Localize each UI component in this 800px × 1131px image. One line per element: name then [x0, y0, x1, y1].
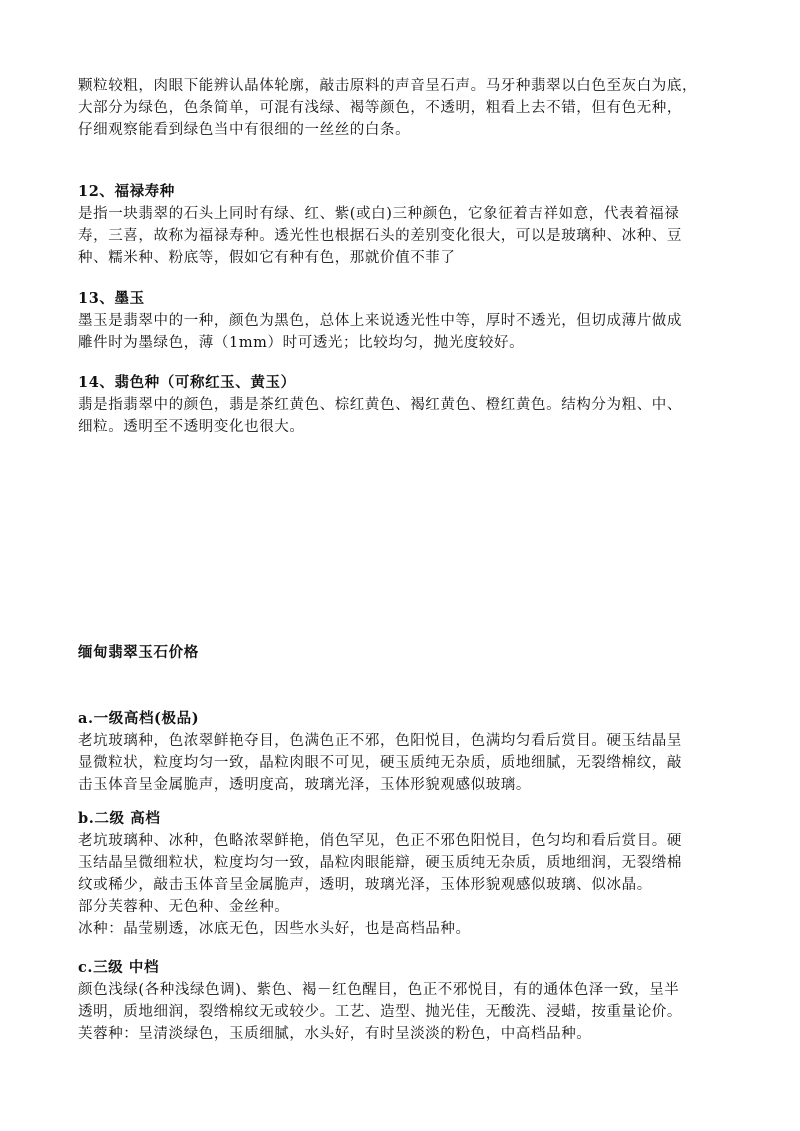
- section-heading: 13、墨玉: [78, 290, 145, 307]
- section-fulushou: [78, 181, 738, 269]
- text-line: 芙蓉种：呈清淡绿色，玉质细腻，水头好，有时呈淡淡的粉色，中高档品种。: [78, 1026, 592, 1042]
- section-heading: 14、翡色种（可称红玉、黄玉）: [78, 374, 296, 391]
- text-line: 纹或稀少，敲击玉体音呈金属脆声，透明，玻璃光泽，玉体形貌观感似玻璃、似冰晶。: [78, 877, 652, 893]
- text-line: 老坑玻璃种、冰种，色略浓翠鲜艳，俏色罕见，色正不邪色阳悦目，色匀均和看后赏目。硬: [78, 833, 682, 849]
- grade-a: [78, 708, 738, 796]
- text-line: 冰种：晶莹剔透，冰底无色，因些水头好，也是高档品种。: [78, 921, 471, 937]
- text-line: 玉结晶呈微细粒状，粒度均匀一致，晶粒肉眼能辯，硬玉质纯无杂质，质地细润，无裂绺棉: [78, 855, 682, 871]
- text-line: 部分芙蓉种、无色种、金丝种。: [78, 899, 290, 915]
- text-line: 大部分为绿色，色条简单，可混有浅绿、褐等颜色，不透明，粗看上去不错，但有色无种，: [78, 100, 682, 116]
- text-line: 颗粒较粗，肉眼下能辨认晶体轮廓，敲击原料的声音呈石声。马牙种翡翠以白色至灰白为底，: [78, 78, 698, 94]
- section-moyu: [78, 288, 738, 354]
- text-line: 显微粒状，粒度均匀一致，晶粒肉眼不可见，硬玉质纯无杂质，质地细腻，无裂绺棉纹，敲: [78, 755, 682, 771]
- text-line: 是指一块翡翠的石头上同时有绿、红、紫(或白)三种颜色，它象征着吉祥如意，代表着福禄: [78, 206, 680, 222]
- grade-heading: c.三级 中档: [78, 959, 160, 976]
- text-line: 击玉体音呈金属脆声，透明度高，玻璃光泽，玉体形貌观感似玻璃。: [78, 777, 531, 793]
- section-feise: [78, 372, 738, 438]
- grade-b: [78, 808, 738, 940]
- price-title: 缅甸翡翠玉石价格: [78, 644, 199, 661]
- text-line: 寿，三喜，故称为福禄寿种。透光性也根据石头的差别变化很大，可以是玻璃种、冰种、豆: [78, 228, 682, 244]
- text-line: 透明，质地细润，裂绺棉纹无或较少。工艺、造型、抛光佳，无酸洗、浸蜡，按重量论价。: [78, 1004, 682, 1020]
- text-line: 墨玉是翡翠中的一种，颜色为黑色，总体上来说透光性中等，厚时不透光，但切成薄片做成: [78, 313, 682, 329]
- text-line: 细粒。透明至不透明变化也很大。: [78, 419, 305, 435]
- grade-c: [78, 957, 738, 1045]
- text-line: 雕件时为墨绿色，薄（1mm）时可透光；比较均匀，抛光度较好。: [78, 335, 525, 351]
- intro-paragraph: [78, 75, 738, 141]
- price-title-block: [78, 642, 738, 664]
- grade-heading: a.一级高档(极品): [78, 710, 200, 727]
- text-line: 老坑玻璃种，色浓翠鲜艳夺目，色满色正不邪，色阳悦目，色满均匀看后赏目。硬玉结晶呈: [78, 733, 682, 749]
- grade-heading: b.二级 高档: [78, 810, 161, 827]
- section-heading: 12、福禄寿种: [78, 183, 175, 200]
- text-line: 仔细观察能看到绿色当中有很细的一丝丝的白条。: [78, 122, 411, 138]
- text-line: 翡是指翡翠中的颜色，翡是茶红黄色、棕红黄色、褐红黄色、橙红黄色。结构分为粗、中、: [78, 397, 682, 413]
- text-line: 种、糯米种、粉底等，假如它有种有色，那就价值不菲了: [78, 250, 456, 266]
- text-line: 颜色浅绿(各种浅绿色调)、紫色、褐－红色醒目，色正不邪悦目，有的通体色泽一致，呈半: [78, 982, 680, 998]
